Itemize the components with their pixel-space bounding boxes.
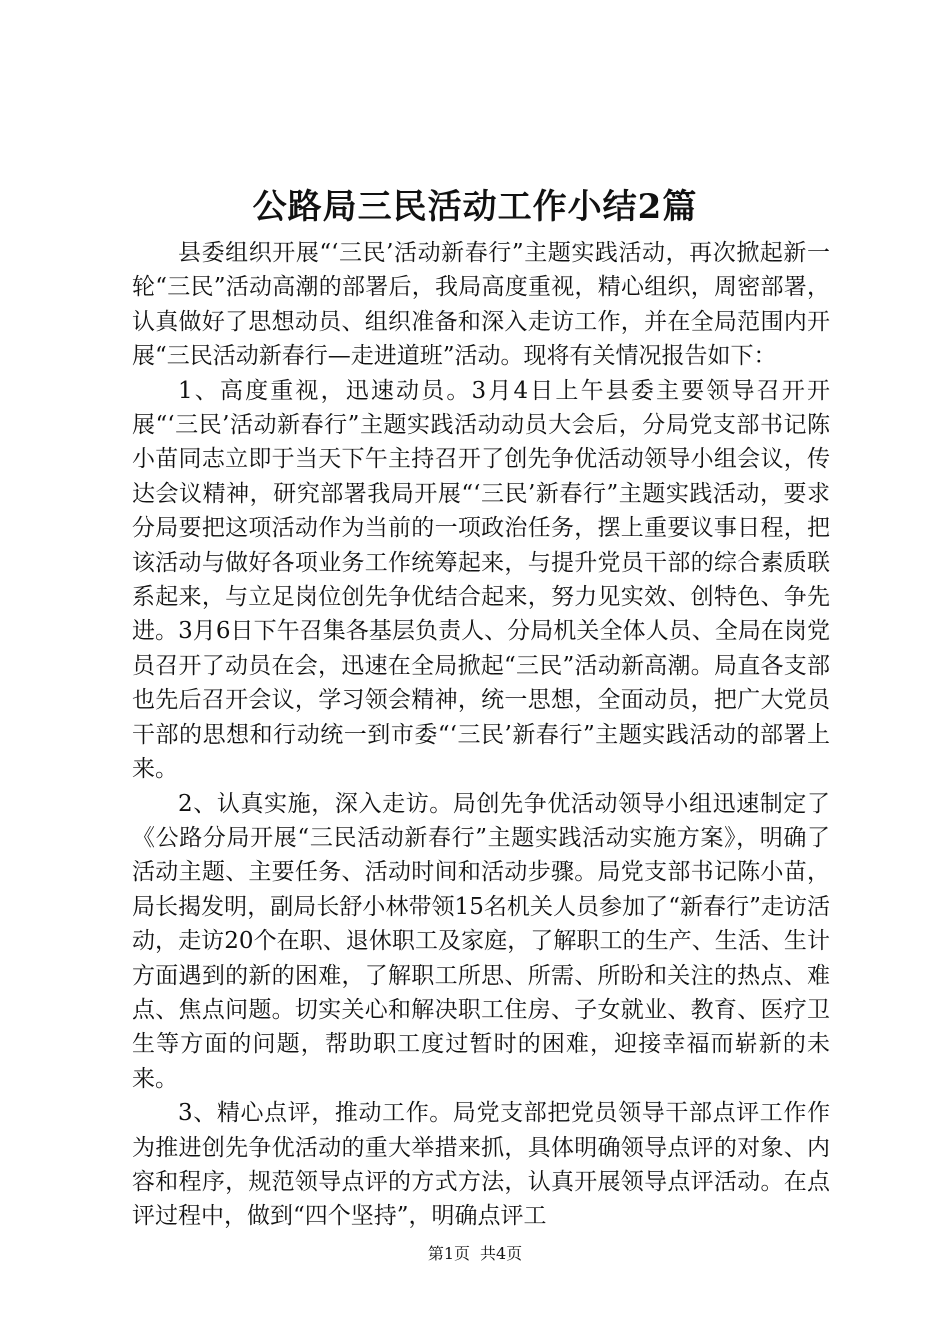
page-total: 共4页 (480, 1244, 523, 1263)
document-body (132, 236, 830, 1234)
page-number: 第1页 (427, 1244, 470, 1263)
paragraph-section-1: 1、高度重视，迅速动员。3月4日上午县委主要领导召开开展“‘三民’活动新春行”主题实践活动动员大会后，分局党支部书记陈小苗同志立即于当天下午主持召开了创先争优活动领导小组会议，传达会议精神，研究部署我局开展“‘三民’新春行”主题实践活动，要求分局要把这项活动作为当前的一项政治任务，摆上重要议事日程，把该活动与做好各项业务工作统筹起来，与提升党员干部的综合素质联系起来，与立足岗位创先争优结合起来，努力见实效、创特色、争先进。3月6日下午召集各基层负责人、分局机关全体人员、全局在岗党员召开了动员在会，迅速在全局掀起“三民”活动新高潮。局直各支部也先后召开会议，学习领会精神，统一思想，全面动员，把广大党员干部的思想和行动统一到市委“‘三民’新春行”主题实践活动的部署上来。 (132, 377, 830, 783)
paragraph-intro: 县委组织开展“‘三民’活动新春行”主题实践活动，再次掀起新一轮“三民”活动高潮的部署后，我局高度重视，精心组织，周密部署，认真做好了思想动员、组织准备和深入走访工作，并在全局范围内开展“三民活动新春行—走进道班”活动。现将有关情况报告如下： (132, 240, 830, 370)
paragraph-section-2: 2、认真实施，深入走访。局创先争优活动领导小组迅速制定了《公路分局开展“三民活动新春行”主题实践活动实施方案》，明确了活动主题、主要任务、活动时间和活动步骤。局党支部书记陈小苗，局长揭发明，副局长舒小林带领15名机关人员参加了“新春行”走访活动，走访20个在职、退休职工及家庭，了解职工的生产、生活、生计方面遇到的新的困难，了解职工所思、所需、所盼和关注的热点、难点、焦点问题。切实关心和解决职工住房、子女就业、教育、医疗卫生等方面的问题，帮助职工度过暂时的困难，迎接幸福而崭新的未来。 (132, 790, 830, 1092)
document-title: 公路局三民活动工作小结2篇 (252, 187, 698, 227)
page-footer (0, 1243, 950, 1265)
paragraph-section-3: 3、精心点评，推动工作。局党支部把党员领导干部点评工作作为推进创先争优活动的重大举措来抓，具体明确领导点评的对象、内容和程序，规范领导点评的方式方法，认真开展领导点评活动。在点评过程中，做到“四个坚持”，明确点评工 (132, 1100, 830, 1230)
